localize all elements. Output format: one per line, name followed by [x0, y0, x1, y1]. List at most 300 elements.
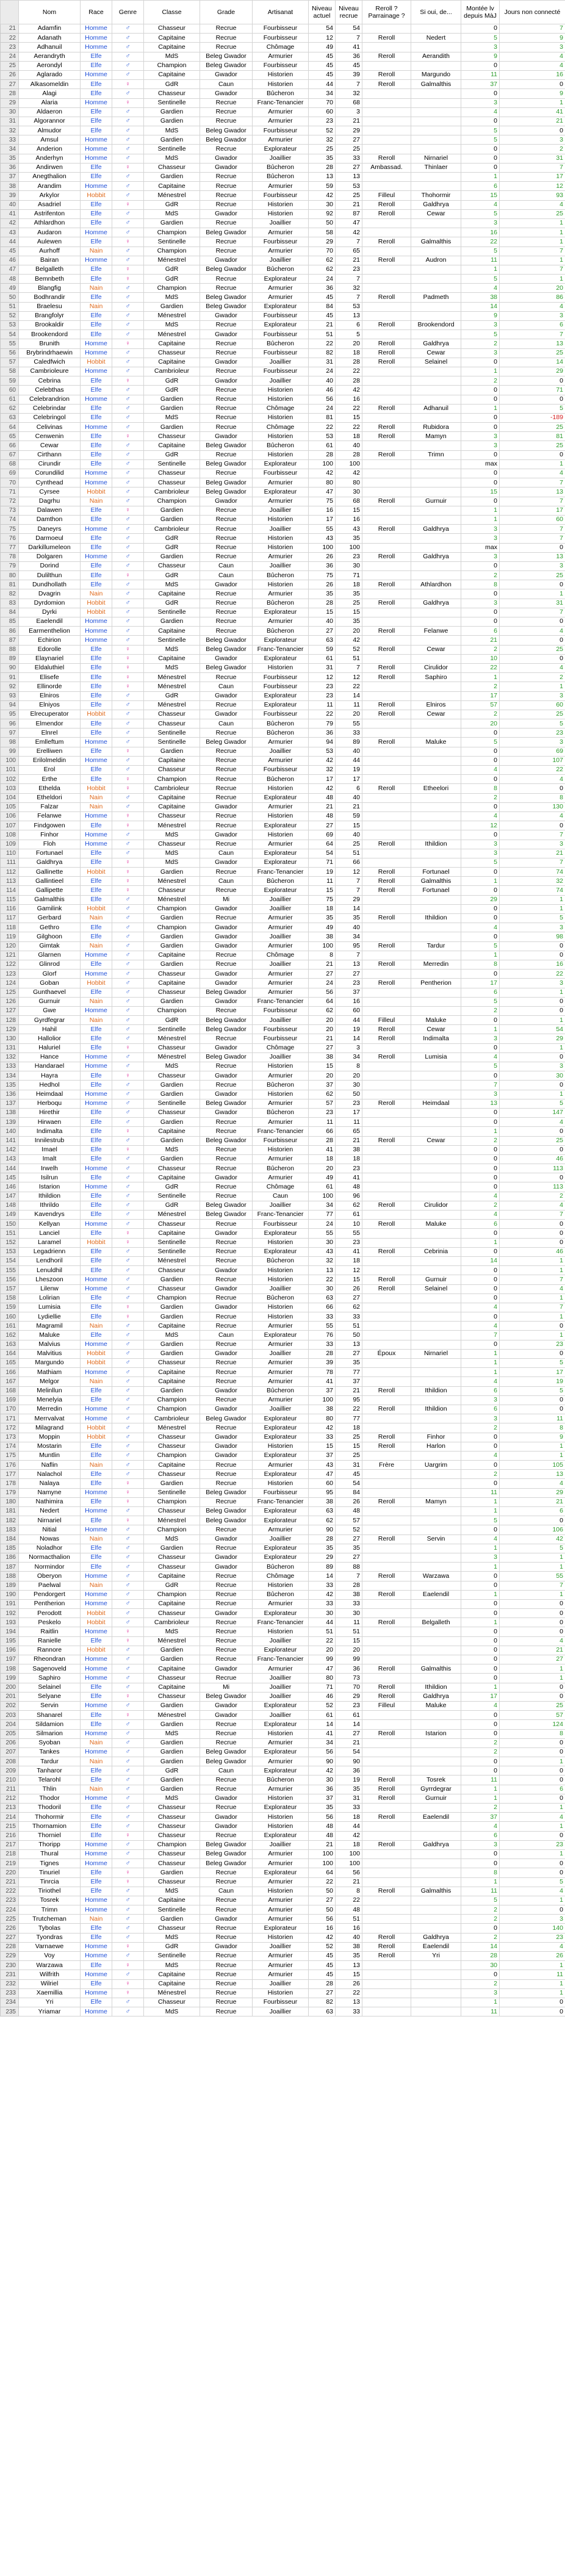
cell-classe[interactable]: Capitaine — [144, 1970, 200, 1979]
cell-race[interactable]: Elfe — [81, 766, 112, 775]
cell-nom[interactable]: Edorolle — [19, 645, 81, 654]
cell-reroll[interactable] — [362, 1006, 411, 1015]
cell-nom[interactable]: Pentherion — [19, 1599, 81, 1608]
table-row[interactable] — [1, 506, 565, 515]
cell-jours[interactable]: 0 — [500, 1229, 565, 1238]
cell-race[interactable]: Homme — [81, 1674, 112, 1683]
cell-jours[interactable]: 12 — [500, 182, 565, 191]
cell-artisanat[interactable]: Explorateur — [253, 1414, 309, 1423]
cell-grade[interactable]: Recrue — [200, 1674, 253, 1683]
table-row[interactable] — [1, 766, 565, 775]
cell-montee[interactable]: 1 — [461, 506, 500, 515]
row-number[interactable]: 111 — [1, 858, 19, 867]
cell-classe[interactable]: Ménestrel — [144, 877, 200, 886]
cell-reroll[interactable]: Reroll — [362, 450, 411, 459]
cell-classe[interactable]: Gardien — [144, 423, 200, 432]
cell-niveau-recrue[interactable]: 26 — [336, 1497, 362, 1506]
cell-montee[interactable]: 0 — [461, 89, 500, 98]
cell-niveau-recrue[interactable]: 8 — [336, 1887, 362, 1896]
cell-niveau-recrue[interactable]: 36 — [336, 1664, 362, 1674]
table-row[interactable] — [1, 654, 565, 663]
cell-classe[interactable]: Chasseur — [144, 1822, 200, 1831]
cell-genre[interactable] — [112, 450, 144, 459]
cell-jours[interactable]: 25 — [500, 1701, 565, 1710]
cell-race[interactable]: Homme — [81, 840, 112, 849]
cell-si-oui[interactable]: Galdhrya — [411, 1692, 461, 1701]
cell-artisanat[interactable]: Explorateur — [253, 145, 309, 154]
cell-reroll[interactable] — [362, 135, 411, 145]
cell-grade[interactable]: Recrue — [200, 1896, 253, 1905]
cell-reroll[interactable]: Reroll — [362, 1618, 411, 1627]
cell-jours[interactable]: 5 — [500, 404, 565, 413]
cell-artisanat[interactable]: Fourbisseur — [253, 237, 309, 246]
cell-si-oui[interactable] — [411, 1238, 461, 1247]
cell-nom[interactable]: Tiriothel — [19, 1887, 81, 1896]
row-number[interactable]: 146 — [1, 1182, 19, 1192]
cell-nom[interactable]: Hayra — [19, 1071, 81, 1081]
cell-niveau-recrue[interactable]: 42 — [336, 228, 362, 237]
cell-grade[interactable]: Recrue — [200, 1118, 253, 1127]
cell-jours[interactable]: 9 — [500, 1433, 565, 1442]
cell-si-oui[interactable]: Gyrrdegrar — [411, 1785, 461, 1794]
cell-classe[interactable]: GdR — [144, 599, 200, 608]
cell-grade[interactable]: Recrue — [200, 1952, 253, 1961]
cell-montee[interactable]: 8 — [461, 960, 500, 969]
cell-artisanat[interactable]: Historien — [253, 70, 309, 79]
cell-si-oui[interactable] — [411, 376, 461, 386]
table-row[interactable] — [1, 1118, 565, 1127]
cell-reroll[interactable] — [362, 1711, 411, 1720]
cell-niveau-recrue[interactable]: 45 — [336, 61, 362, 70]
cell-nom[interactable]: Paelwal — [19, 1581, 81, 1590]
row-number[interactable]: 216 — [1, 1831, 19, 1840]
row-number[interactable]: 173 — [1, 1433, 19, 1442]
cell-classe[interactable]: Gardien — [144, 117, 200, 126]
cell-classe[interactable]: Gardien — [144, 218, 200, 228]
cell-artisanat[interactable]: Armurier — [253, 246, 309, 256]
cell-reroll[interactable]: Reroll — [362, 209, 411, 218]
cell-genre[interactable] — [112, 571, 144, 580]
cell-reroll[interactable] — [362, 1507, 411, 1516]
cell-race[interactable]: Elfe — [81, 1136, 112, 1145]
cell-classe[interactable]: Champion — [144, 923, 200, 932]
cell-montee[interactable]: 5 — [461, 1516, 500, 1525]
cell-nom[interactable]: Gyrdfegrar — [19, 1016, 81, 1025]
cell-nom[interactable]: Ethelda — [19, 784, 81, 793]
row-number[interactable]: 214 — [1, 1813, 19, 1822]
table-row[interactable] — [1, 459, 565, 469]
cell-classe[interactable]: Ménestrel — [144, 311, 200, 320]
cell-jours[interactable]: 4 — [500, 627, 565, 636]
cell-artisanat[interactable]: Joaillier — [253, 1349, 309, 1358]
cell-classe[interactable]: Gardien — [144, 302, 200, 311]
cell-si-oui[interactable] — [411, 228, 461, 237]
table-row[interactable] — [1, 1831, 565, 1840]
table-row[interactable] — [1, 386, 565, 395]
cell-genre[interactable] — [112, 256, 144, 265]
cell-si-oui[interactable]: Gurnuir — [411, 497, 461, 506]
cell-grade[interactable]: Recrue — [200, 1340, 253, 1349]
cell-classe[interactable]: Gardien — [144, 1915, 200, 1924]
header-grade[interactable]: Grade — [200, 1, 253, 24]
cell-niveau-recrue[interactable]: 7 — [336, 34, 362, 43]
cell-si-oui[interactable]: Gurnuir — [411, 1275, 461, 1284]
cell-artisanat[interactable]: Armurier — [253, 914, 309, 923]
cell-genre[interactable] — [112, 89, 144, 98]
cell-classe[interactable]: MdS — [144, 1145, 200, 1154]
cell-niveau-actuel[interactable]: 12 — [309, 673, 336, 682]
cell-niveau-actuel[interactable]: 18 — [309, 904, 336, 913]
cell-niveau-actuel[interactable]: 34 — [309, 1738, 336, 1747]
cell-niveau-actuel[interactable]: 22 — [309, 423, 336, 432]
cell-genre[interactable] — [112, 1525, 144, 1534]
cell-artisanat[interactable]: Armurier — [253, 1461, 309, 1470]
cell-artisanat[interactable]: Fourbisseur — [253, 330, 309, 339]
cell-grade[interactable]: Gwador — [200, 1043, 253, 1052]
cell-si-oui[interactable]: Belgalleth — [411, 1618, 461, 1627]
cell-artisanat[interactable]: Armurier — [253, 1738, 309, 1747]
cell-grade[interactable]: Recrue — [200, 246, 253, 256]
cell-genre[interactable] — [112, 1433, 144, 1442]
cell-reroll[interactable]: Reroll — [362, 358, 411, 367]
row-number[interactable]: 133 — [1, 1062, 19, 1071]
cell-artisanat[interactable]: Bûcheron — [253, 1164, 309, 1173]
cell-si-oui[interactable] — [411, 107, 461, 117]
cell-niveau-actuel[interactable]: 32 — [309, 766, 336, 775]
cell-jours[interactable]: 22 — [500, 970, 565, 979]
cell-jours[interactable]: 1 — [500, 1043, 565, 1052]
cell-grade[interactable]: Beleg Gwador — [200, 441, 253, 450]
row-number[interactable]: 201 — [1, 1692, 19, 1701]
cell-si-oui[interactable]: Cewar — [411, 1136, 461, 1145]
cell-genre[interactable] — [112, 1081, 144, 1090]
cell-niveau-actuel[interactable]: 55 — [309, 1322, 336, 1331]
cell-race[interactable]: Nain — [81, 997, 112, 1006]
cell-montee[interactable]: 0 — [461, 1182, 500, 1192]
cell-si-oui[interactable] — [411, 1868, 461, 1877]
cell-race[interactable]: Elfe — [81, 1683, 112, 1692]
cell-classe[interactable]: Champion — [144, 228, 200, 237]
cell-race[interactable]: Nain — [81, 1785, 112, 1794]
cell-classe[interactable]: Gardien — [144, 1090, 200, 1099]
cell-artisanat[interactable]: Joaillier — [253, 506, 309, 515]
cell-race[interactable]: Elfe — [81, 265, 112, 274]
row-number[interactable]: 171 — [1, 1414, 19, 1423]
cell-reroll[interactable] — [362, 1303, 411, 1312]
cell-montee[interactable]: 0 — [461, 1970, 500, 1979]
cell-montee[interactable]: 6 — [461, 1831, 500, 1840]
cell-race[interactable]: Elfe — [81, 117, 112, 126]
cell-grade[interactable]: Beleg Gwador — [200, 1840, 253, 1849]
cell-montee[interactable]: 0 — [461, 1849, 500, 1858]
header-reroll[interactable]: Reroll ? Parrainage ? — [362, 1, 411, 24]
cell-montee[interactable]: 1 — [461, 1683, 500, 1692]
cell-montee[interactable]: 3 — [461, 1840, 500, 1849]
cell-nom[interactable]: Gilghoon — [19, 932, 81, 941]
cell-nom[interactable]: Falzar — [19, 802, 81, 811]
table-row[interactable] — [1, 1266, 565, 1275]
cell-montee[interactable]: 1 — [461, 1794, 500, 1803]
cell-si-oui[interactable] — [411, 284, 461, 293]
table-row[interactable] — [1, 1896, 565, 1905]
cell-jours[interactable]: 1 — [500, 1256, 565, 1265]
cell-nom[interactable]: Kavendrys — [19, 1211, 81, 1220]
cell-grade[interactable]: Recrue — [200, 729, 253, 738]
cell-nom[interactable]: Nalachol — [19, 1470, 81, 1479]
cell-si-oui[interactable] — [411, 1877, 461, 1887]
cell-niveau-actuel[interactable]: 56 — [309, 1813, 336, 1822]
cell-genre[interactable] — [112, 710, 144, 719]
row-number[interactable]: 105 — [1, 802, 19, 811]
cell-genre[interactable] — [112, 1563, 144, 1572]
table-row[interactable] — [1, 423, 565, 432]
cell-genre[interactable] — [112, 1646, 144, 1655]
cell-classe[interactable]: Capitaine — [144, 979, 200, 988]
cell-niveau-recrue[interactable]: 90 — [336, 1757, 362, 1766]
cell-montee[interactable]: 0 — [461, 904, 500, 913]
cell-artisanat[interactable]: Armurier — [253, 1915, 309, 1924]
cell-artisanat[interactable]: Bûcheron — [253, 599, 309, 608]
cell-niveau-actuel[interactable]: 46 — [309, 1692, 336, 1701]
table-row[interactable] — [1, 1868, 565, 1877]
cell-grade[interactable]: Recrue — [200, 747, 253, 756]
cell-artisanat[interactable]: Explorateur — [253, 1804, 309, 1813]
cell-reroll[interactable]: Reroll — [362, 348, 411, 358]
cell-grade[interactable]: Recrue — [200, 450, 253, 459]
cell-niveau-actuel[interactable]: 64 — [309, 997, 336, 1006]
cell-artisanat[interactable]: Chômage — [253, 1043, 309, 1052]
cell-classe[interactable]: GdR — [144, 571, 200, 580]
cell-grade[interactable]: Gwador — [200, 691, 253, 700]
row-number[interactable]: 197 — [1, 1655, 19, 1664]
cell-jours[interactable]: 1 — [500, 228, 565, 237]
cell-si-oui[interactable] — [411, 459, 461, 469]
cell-genre[interactable] — [112, 1071, 144, 1081]
cell-genre[interactable] — [112, 682, 144, 691]
cell-niveau-actuel[interactable]: 61 — [309, 441, 336, 450]
cell-classe[interactable]: Chasseur — [144, 1164, 200, 1173]
cell-reroll[interactable]: Reroll — [362, 1794, 411, 1803]
cell-nom[interactable]: Celivinas — [19, 423, 81, 432]
cell-artisanat[interactable]: Historien — [253, 1822, 309, 1831]
cell-genre[interactable] — [112, 738, 144, 747]
cell-grade[interactable]: Gwador — [200, 580, 253, 589]
table-row[interactable] — [1, 895, 565, 904]
cell-reroll[interactable] — [362, 997, 411, 1006]
table-row[interactable] — [1, 1599, 565, 1608]
cell-niveau-actuel[interactable]: 75 — [309, 895, 336, 904]
cell-genre[interactable] — [112, 1729, 144, 1738]
cell-grade[interactable]: Beleg Gwador — [200, 1211, 253, 1220]
cell-race[interactable]: Homme — [81, 135, 112, 145]
cell-race[interactable]: Elfe — [81, 932, 112, 941]
cell-genre[interactable] — [112, 1794, 144, 1803]
cell-montee[interactable]: 9 — [461, 311, 500, 320]
cell-niveau-recrue[interactable]: 28 — [336, 376, 362, 386]
cell-nom[interactable]: Lolirian — [19, 1293, 81, 1303]
cell-genre[interactable] — [112, 1674, 144, 1683]
cell-nom[interactable]: Ellinorde — [19, 682, 81, 691]
cell-reroll[interactable] — [362, 1192, 411, 1201]
cell-artisanat[interactable]: Franc-Tenancier — [253, 1497, 309, 1506]
cell-nom[interactable]: Milagrand — [19, 1423, 81, 1433]
cell-reroll[interactable]: Reroll — [362, 1952, 411, 1961]
cell-grade[interactable]: Recrue — [200, 1618, 253, 1627]
cell-niveau-actuel[interactable]: 52 — [309, 126, 336, 135]
cell-niveau-actuel[interactable]: 94 — [309, 738, 336, 747]
cell-montee[interactable]: 3 — [461, 1034, 500, 1043]
cell-niveau-recrue[interactable]: 21 — [336, 1738, 362, 1747]
cell-jours[interactable]: 60 — [500, 700, 565, 710]
cell-genre[interactable] — [112, 1470, 144, 1479]
table-row[interactable] — [1, 1942, 565, 1951]
cell-grade[interactable]: Recrue — [200, 811, 253, 821]
cell-jours[interactable]: 4 — [500, 663, 565, 672]
cell-nom[interactable]: Nalaya — [19, 1479, 81, 1488]
cell-jours[interactable]: 13 — [500, 552, 565, 561]
table-row[interactable] — [1, 1655, 565, 1664]
cell-race[interactable]: Elfe — [81, 1544, 112, 1553]
row-number[interactable]: 193 — [1, 1618, 19, 1627]
cell-niveau-recrue[interactable]: 13 — [336, 1961, 362, 1970]
row-number[interactable]: 23 — [1, 43, 19, 52]
table-row[interactable] — [1, 1220, 565, 1229]
cell-niveau-recrue[interactable]: 7 — [336, 886, 362, 895]
cell-classe[interactable]: Gardien — [144, 617, 200, 627]
cell-niveau-actuel[interactable]: 36 — [309, 729, 336, 738]
cell-nom[interactable]: Varnaewe — [19, 1942, 81, 1951]
cell-si-oui[interactable] — [411, 729, 461, 738]
cell-reroll[interactable] — [362, 1108, 411, 1117]
cell-reroll[interactable]: Reroll — [362, 1590, 411, 1599]
cell-artisanat[interactable]: Armurier — [253, 1664, 309, 1674]
cell-genre[interactable] — [112, 1423, 144, 1433]
cell-classe[interactable]: Gardien — [144, 1544, 200, 1553]
cell-montee[interactable]: 1 — [461, 1359, 500, 1368]
table-row[interactable] — [1, 710, 565, 719]
cell-niveau-actuel[interactable]: 56 — [309, 1747, 336, 1757]
table-row[interactable] — [1, 1164, 565, 1173]
cell-jours[interactable]: 147 — [500, 1108, 565, 1117]
cell-grade[interactable]: Beleg Gwador — [200, 1859, 253, 1868]
cell-genre[interactable] — [112, 1609, 144, 1618]
cell-artisanat[interactable]: Historien — [253, 1238, 309, 1247]
cell-niveau-recrue[interactable]: 18 — [336, 1256, 362, 1265]
cell-niveau-recrue[interactable]: 68 — [336, 98, 362, 107]
table-row[interactable] — [1, 376, 565, 386]
cell-classe[interactable]: MdS — [144, 645, 200, 654]
table-row[interactable] — [1, 1451, 565, 1460]
cell-si-oui[interactable] — [411, 1451, 461, 1460]
cell-reroll[interactable] — [362, 1738, 411, 1747]
cell-jours[interactable]: 1 — [500, 1266, 565, 1275]
cell-niveau-recrue[interactable]: 20 — [336, 627, 362, 636]
cell-niveau-recrue[interactable]: 40 — [336, 747, 362, 756]
cell-si-oui[interactable] — [411, 1479, 461, 1488]
cell-nom[interactable]: Gallintieel — [19, 877, 81, 886]
cell-reroll[interactable]: Reroll — [362, 154, 411, 163]
cell-niveau-actuel[interactable]: 30 — [309, 1775, 336, 1785]
cell-jours[interactable]: 21 — [500, 117, 565, 126]
cell-reroll[interactable] — [362, 24, 411, 34]
cell-genre[interactable] — [112, 404, 144, 413]
cell-reroll[interactable] — [362, 802, 411, 811]
cell-niveau-actuel[interactable]: 52 — [309, 1942, 336, 1951]
cell-genre[interactable] — [112, 1256, 144, 1265]
cell-genre[interactable] — [112, 43, 144, 52]
cell-artisanat[interactable]: Historien — [253, 515, 309, 524]
cell-reroll[interactable]: Reroll — [362, 34, 411, 43]
cell-jours[interactable]: 8 — [500, 1729, 565, 1738]
cell-niveau-recrue[interactable]: 100 — [336, 1849, 362, 1858]
table-row[interactable] — [1, 1442, 565, 1451]
cell-nom[interactable]: Voy — [19, 1952, 81, 1961]
table-row[interactable] — [1, 487, 565, 497]
cell-classe[interactable]: Champion — [144, 1293, 200, 1303]
cell-jours[interactable]: 14 — [500, 358, 565, 367]
cell-classe[interactable]: Champion — [144, 1395, 200, 1405]
cell-si-oui[interactable] — [411, 1145, 461, 1154]
cell-niveau-recrue[interactable]: 95 — [336, 1395, 362, 1405]
cell-jours[interactable]: 106 — [500, 1525, 565, 1534]
cell-jours[interactable]: 105 — [500, 1461, 565, 1470]
cell-classe[interactable]: Gardien — [144, 1757, 200, 1766]
row-number[interactable]: 165 — [1, 1359, 19, 1368]
cell-niveau-recrue[interactable]: 41 — [336, 1173, 362, 1182]
cell-classe[interactable]: GdR — [144, 265, 200, 274]
cell-montee[interactable]: 0 — [461, 561, 500, 570]
cell-genre[interactable] — [112, 1738, 144, 1747]
cell-si-oui[interactable] — [411, 571, 461, 580]
cell-nom[interactable]: Normindor — [19, 1563, 81, 1572]
row-number[interactable]: 99 — [1, 747, 19, 756]
cell-classe[interactable]: Gardien — [144, 173, 200, 182]
cell-niveau-recrue[interactable]: 73 — [336, 1674, 362, 1683]
cell-si-oui[interactable] — [411, 506, 461, 515]
cell-jours[interactable]: 60 — [500, 515, 565, 524]
header-genre[interactable]: Genre — [112, 1, 144, 24]
cell-artisanat[interactable]: Armurier — [253, 802, 309, 811]
cell-race[interactable]: Elfe — [81, 571, 112, 580]
cell-grade[interactable]: Gwador — [200, 1284, 253, 1293]
cell-montee[interactable]: 0 — [461, 589, 500, 599]
row-number[interactable]: 142 — [1, 1145, 19, 1154]
cell-artisanat[interactable]: Joaillier — [253, 1405, 309, 1414]
cell-niveau-recrue[interactable]: 22 — [336, 682, 362, 691]
cell-nom[interactable]: Cebrina — [19, 376, 81, 386]
cell-jours[interactable]: 8 — [500, 793, 565, 802]
row-number[interactable]: 35 — [1, 154, 19, 163]
cell-niveau-actuel[interactable]: 31 — [309, 358, 336, 367]
cell-artisanat[interactable]: Armurier — [253, 923, 309, 932]
cell-niveau-recrue[interactable]: 33 — [336, 1804, 362, 1813]
cell-classe[interactable]: GdR — [144, 275, 200, 284]
cell-grade[interactable]: Recrue — [200, 200, 253, 209]
cell-niveau-actuel[interactable]: 30 — [309, 1284, 336, 1293]
row-number[interactable]: 109 — [1, 840, 19, 849]
cell-reroll[interactable] — [362, 515, 411, 524]
table-row[interactable] — [1, 1025, 565, 1034]
cell-classe[interactable]: GdR — [144, 534, 200, 543]
cell-genre[interactable] — [112, 459, 144, 469]
cell-grade[interactable]: Gwador — [200, 1813, 253, 1822]
cell-genre[interactable] — [112, 1849, 144, 1858]
cell-artisanat[interactable]: Explorateur — [253, 1433, 309, 1442]
cell-grade[interactable]: Gwador — [200, 654, 253, 663]
table-row[interactable] — [1, 1859, 565, 1868]
cell-race[interactable]: Elfe — [81, 1127, 112, 1136]
cell-genre[interactable] — [112, 487, 144, 497]
